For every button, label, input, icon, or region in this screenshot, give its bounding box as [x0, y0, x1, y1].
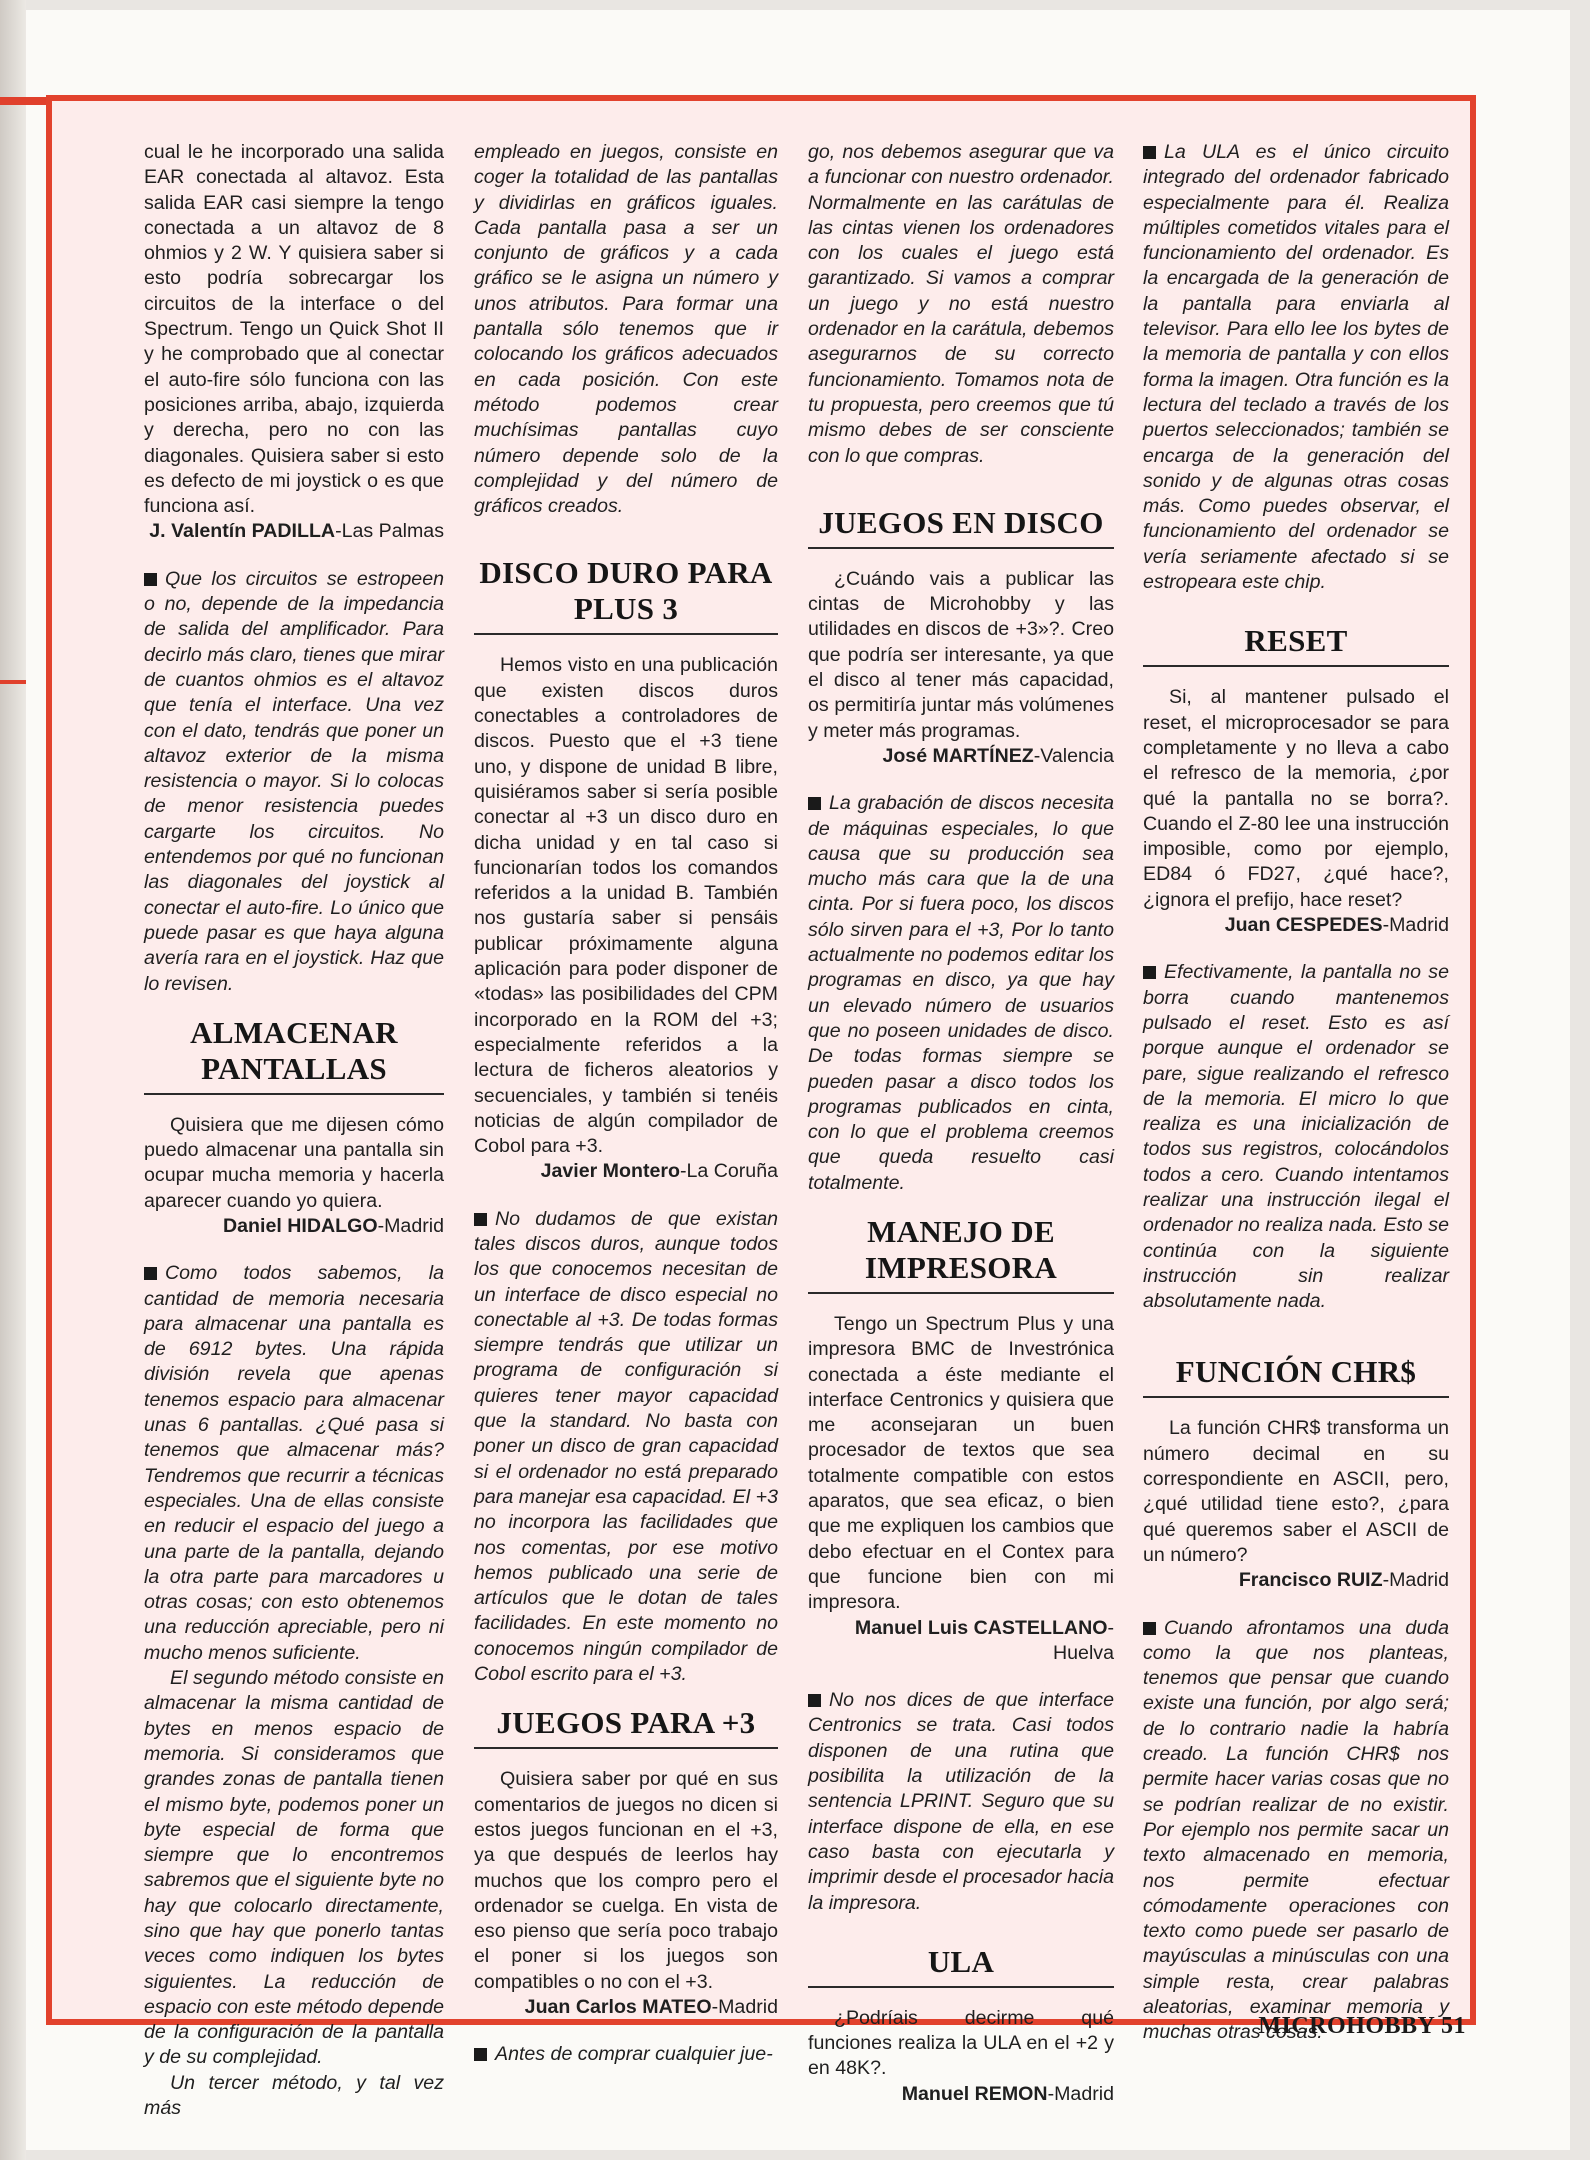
answer-text: Como todos sabemos, la cantidad de memoria necesaria para almacenar una pantalla es de 6912 bytes. Una rápida división revela que apenas tenemos espacio para almacenar unas 6 pantallas. ¿Qué pasa si tenemos que almacenar más? Tendremos que recurrir a técnicas especiales. Una de ellas consiste en reducir el espacio del juego a una parte de la pantalla, dejando la otra parte para marcadores u otras cosas; con esto obtenemos una reducción apreciable, pero ni mucho menos suficiente. — [144, 1262, 444, 1664]
page-footer: MICROHOBBY 51 — [1258, 2013, 1466, 2039]
section-heading: JUEGOS PARA +3 — [474, 1705, 778, 1749]
square-bullet-icon — [1143, 1622, 1156, 1635]
column-1 — [144, 140, 444, 2121]
signature: Manuel Luis CASTELLANO-Huelva — [854, 1616, 1114, 1664]
answer-text: La ULA es el único circuito integrado del ordenador fabricado especialmente para él. Realiza múltiples cometidos vitales para el funcionamiento del ordenador. Es la encargada de la generación de la pantalla para enviarla al televisor. Para ello lee los bytes de la memoria de pantalla y con ellos forma la imagen. Otra función es la lectura del teclado a través de los puertos seleccionados; también se encarga de la generación del sonido y de algunas otras cosas más. Como puedes observar, el funcionamiento del ordenador se vería seriamente afectado si se estropeara este chip. — [1143, 141, 1449, 594]
signature: Manuel REMON-Madrid — [901, 2082, 1114, 2105]
question-text: Hemos visto en una publicación que existen discos duros conectables a controladores de discos. Puesto que el +3 tiene uno, y dispone de unidad B libre, quisiéramos saber si sería posible conectar al +3 un disco duro en dicha unidad y en tal caso si funcionarían todos los comandos referidos a la unidad B. También nos gustaría saber si pensáis publicar próximamente alguna aplicación para poder disponer de «todas» las posibilidades del CPM incorporado en la ROM del +3; especialmente referidos a la lectura de ficheros aleatorios y secuenciales, y también si tenéis noticias de algún compilador de Cobol para +3. — [474, 654, 778, 1158]
section-heading: JUEGOS EN DISCO — [808, 505, 1114, 549]
square-bullet-icon — [1143, 966, 1156, 979]
section-heading: DISCO DURO PARA PLUS 3 — [474, 555, 778, 635]
square-bullet-icon — [808, 797, 821, 810]
binding-edge — [0, 0, 26, 2160]
signature: J. Valentín PADILLA-Las Palmas — [149, 520, 444, 543]
red-accent-mark — [0, 680, 26, 684]
column-4 — [1143, 140, 1449, 2046]
answer-text: No dudamos de que existan tales discos duros, aunque todos los que conocemos necesitan de un interface de disco especial no conectable al +3. De todas formas siempre tendrás que utilizar un programa de configuración si quieres tener mayor capacidad que la standard. No basta con poner un disco de gran capacidad si el ordenador no está preparado para manejar esa capacidad. El +3 no incorpora las facilidades que nos comentas, por ese motivo hemos publicado una serie de artículos que le dotan de tales facilidades. En este momento no conocemos ningún compilador de Cobol escrito para el +3. — [474, 1207, 778, 1686]
answer-text: go, nos debemos asegurar que va a funcionar con nuestro ordenador. Normalmente en las carátulas de las cintas vienen los ordenadores con los cuales el juego está garantizado. Si vamos a comprar un juego y no está nuestro ordenador en la carátula, debemos asegurarnos de su correcto funcionamiento. Tomamos nota de tu propuesta, pero creemos que tú mismo debes de ser consciente con lo que compras. — [808, 141, 1114, 467]
square-bullet-icon — [474, 2048, 487, 2061]
question-text: Quisiera saber por qué en sus comentarios de juegos no dicen si estos juegos funcionan en el +3, ya que después de leerlos hay muchos que los compro pero el ordenador se cuelga. En vista de eso pienso que sería poco trabajo el poner si los juegos son compatibles o no con el +3. — [474, 1768, 778, 1993]
answer-text: empleado en juegos, consiste en coger la totalidad de las pantallas y dividirlas en gráficos iguales. Cada pantalla pasa a ser un conjunto de gráficos y a cada gráfico se le asigna un número y unos atributos. Para formar una pantalla sólo tenemos que ir colocando los gráficos adecuados en cada posición. Con este método podemos crear muchísimas pantallas cuyo número depende solo de la complejidad y del número de gráficos creados. — [474, 141, 778, 518]
column-3 — [808, 140, 1114, 2115]
question-text: Tengo un Spectrum Plus y una impresora BMC de Investrónica conectada a éste mediante el interface Centronics y quisiera que me aconsejaran un buen procesador de textos que sea totalmente compatible con estos aparatos, que sea eficaz, o bien que me expliquen los cambios que debo efectuar en el Contex para que funcione bien con mi impresora. — [808, 1312, 1114, 1614]
question-text: La función CHR$ transforma un número decimal en su correspondiente en ASCII, pero, ¿qué utilidad tiene esto?, ¿para qué queremos saber el ASCII de un número? — [1143, 1417, 1449, 1566]
section-heading: FUNCIÓN CHR$ — [1143, 1354, 1449, 1398]
signature: Juan Carlos MATEO-Madrid — [524, 1996, 778, 2018]
answer-text: El segundo método consiste en almacenar la misma cantidad de bytes en menos espacio de memoria. Si consideramos que grandes zonas de pantalla tienen el mismo byte, podemos poner un byte especial de forma que siempre que lo encontremos sabremos que el siguiente byte no hay que colocarlo directamente, sino que hay que ponerlo tantas veces como indiquen los bytes siguientes. La reducción de espacio con este método depende de la configuración de la pantalla y de su complejidad. — [144, 1667, 444, 2069]
answer-text: Antes de comprar cualquier jue- — [474, 2042, 778, 2067]
column-2 — [474, 140, 778, 2068]
signature: Francisco RUIZ-Madrid — [1238, 1569, 1449, 1592]
answer-text: La grabación de discos necesita de máquinas especiales, lo que causa que su producción sea mucho más cara que la de una cinta. Por si fuera poco, los discos sólo sirven para el +3, Por lo tanto actualmente no podemos editar los programas en disco, ya que hay un elevado número de usuarios que no poseen unidades de disco. De todas formas siempre se pueden pasar a disco todos los programas publicados en cinta, con lo que el problema creemos que queda resuelto casi totalmente. — [808, 792, 1114, 1194]
signature: José MARTÍNEZ-Valencia — [882, 744, 1114, 767]
square-bullet-icon — [1143, 146, 1156, 159]
section-heading: ULA — [808, 1944, 1114, 1988]
square-bullet-icon — [144, 573, 157, 586]
square-bullet-icon — [474, 1213, 487, 1226]
answer-text: No nos dices de que interface Centronics se trata. Casi todos disponen de una rutina que posibilita la utilización de la sentencia LPRINT. Seguro que su interface dispone de ella, en ese caso basta con ejecutarla y imprimir desde el procesador hacia la impresora. — [808, 1689, 1114, 1914]
section-heading: ALMACENAR PANTALLAS — [144, 1015, 444, 1095]
signature: Juan CESPEDES-Madrid — [1224, 914, 1449, 937]
signature: Daniel HIDALGO-Madrid — [222, 1214, 444, 1237]
question-text: cual le he incorporado una salida EAR conectada al altavoz. Esta salida EAR casi siempre la tengo conectada a un altavoz de 8 ohmios y 2 W. Y quisiera saber si esto podría sobrecargar los circuitos de la interface o del Spectrum. Tengo un Quick Shot II y he comprobado que al conectar el auto-fire sólo funciona con las posiciones arriba, abajo, izquierda y derecha, pero no con las diagonales. Quisiera saber si esto es defecto de mi joystick o es que funciona así. — [144, 141, 444, 518]
answer-text: Que los circuitos se estropeen o no, depende de la impedancia de salida del amplificador. Para decirlo más claro, tienes que mirar de cuantos ohmios es el altavoz que tenía el interface. Una vez con el dato, tendrás que poner un altavoz exterior de la misma resistencia o mayor. Si lo colocas de menor resistencia puedes cargarte los circuitos. No entendemos por qué no funcionan las diagonales del joystick al conectar el auto-fire. Lo único que puede pasar es que haya alguna avería rara en el joystick. Haz que lo revisen. — [144, 567, 444, 995]
answer-text: Efectivamente, la pantalla no se borra cuando mantenemos pulsado el reset. Esto es así porque aunque el ordenador se pare, sigue realizando el refresco de la memoria. El micro lo que realiza es una inicialización de todos sus registros, colocándolos todos a cero. Cuando intentamos realizar una instrucción ilegal el ordenador no realiza nada. Esto se continúa con la siguiente instrucción sin realizar absolutamente nada. — [1143, 961, 1449, 1313]
answer-text: Cuando afrontamos una duda como la que nos planteas, tenemos que pensar que cuando existe una función, por algo será; de lo contrario nadie la habría creado. La función CHR$ nos permite hacer varias cosas que no se podrían realizar de no existir. Por ejemplo nos permite sacar un texto almacenado en memoria, nos permite efectuar cómodamente operaciones con texto como puede ser pasarlo de mayúsculas a minúsculas con una simple resta, crear palabras aleatorias, examinar memoria y muchas otras cosas. — [1143, 1616, 1449, 2044]
section-heading: MANEJO DE IMPRESORA — [808, 1214, 1114, 1294]
question-text: ¿Cuándo vais a publicar las cintas de Microhobby y las utilidades en discos de +3»?. Creo que podría ser interesante, ya que el disco al tener más capacidad, os permitiría juntar más volúmenes y meter más programas. — [808, 567, 1114, 742]
question-text: Quisiera que me dijesen cómo puedo almacenar una pantalla sin ocupar mucha memoria y hacerla aparecer cuando yo quiera. — [144, 1113, 444, 1212]
question-text: Si, al mantener pulsado el reset, el microprocesador se para completamente y no lleva a cabo el refresco de la memoria, ¿por qué la pantalla no se borra?. Cuando el Z-80 lee una instrucción imposible, como por ejemplo, ED84 ó FD27, ¿qué hace?, ¿ignora el prefijo, hace reset? — [1143, 686, 1449, 911]
answer-text: Un tercer método, y tal vez más — [144, 2071, 444, 2120]
question-text: ¿Podríais decirme qué funciones realiza la ULA en el +2 y en 48K?. — [808, 2006, 1114, 2080]
red-accent-line — [0, 97, 46, 105]
square-bullet-icon — [144, 1267, 157, 1280]
signature: Javier Montero-La Coruña — [540, 1160, 778, 1183]
square-bullet-icon — [808, 1694, 821, 1707]
section-heading: RESET — [1143, 623, 1449, 667]
